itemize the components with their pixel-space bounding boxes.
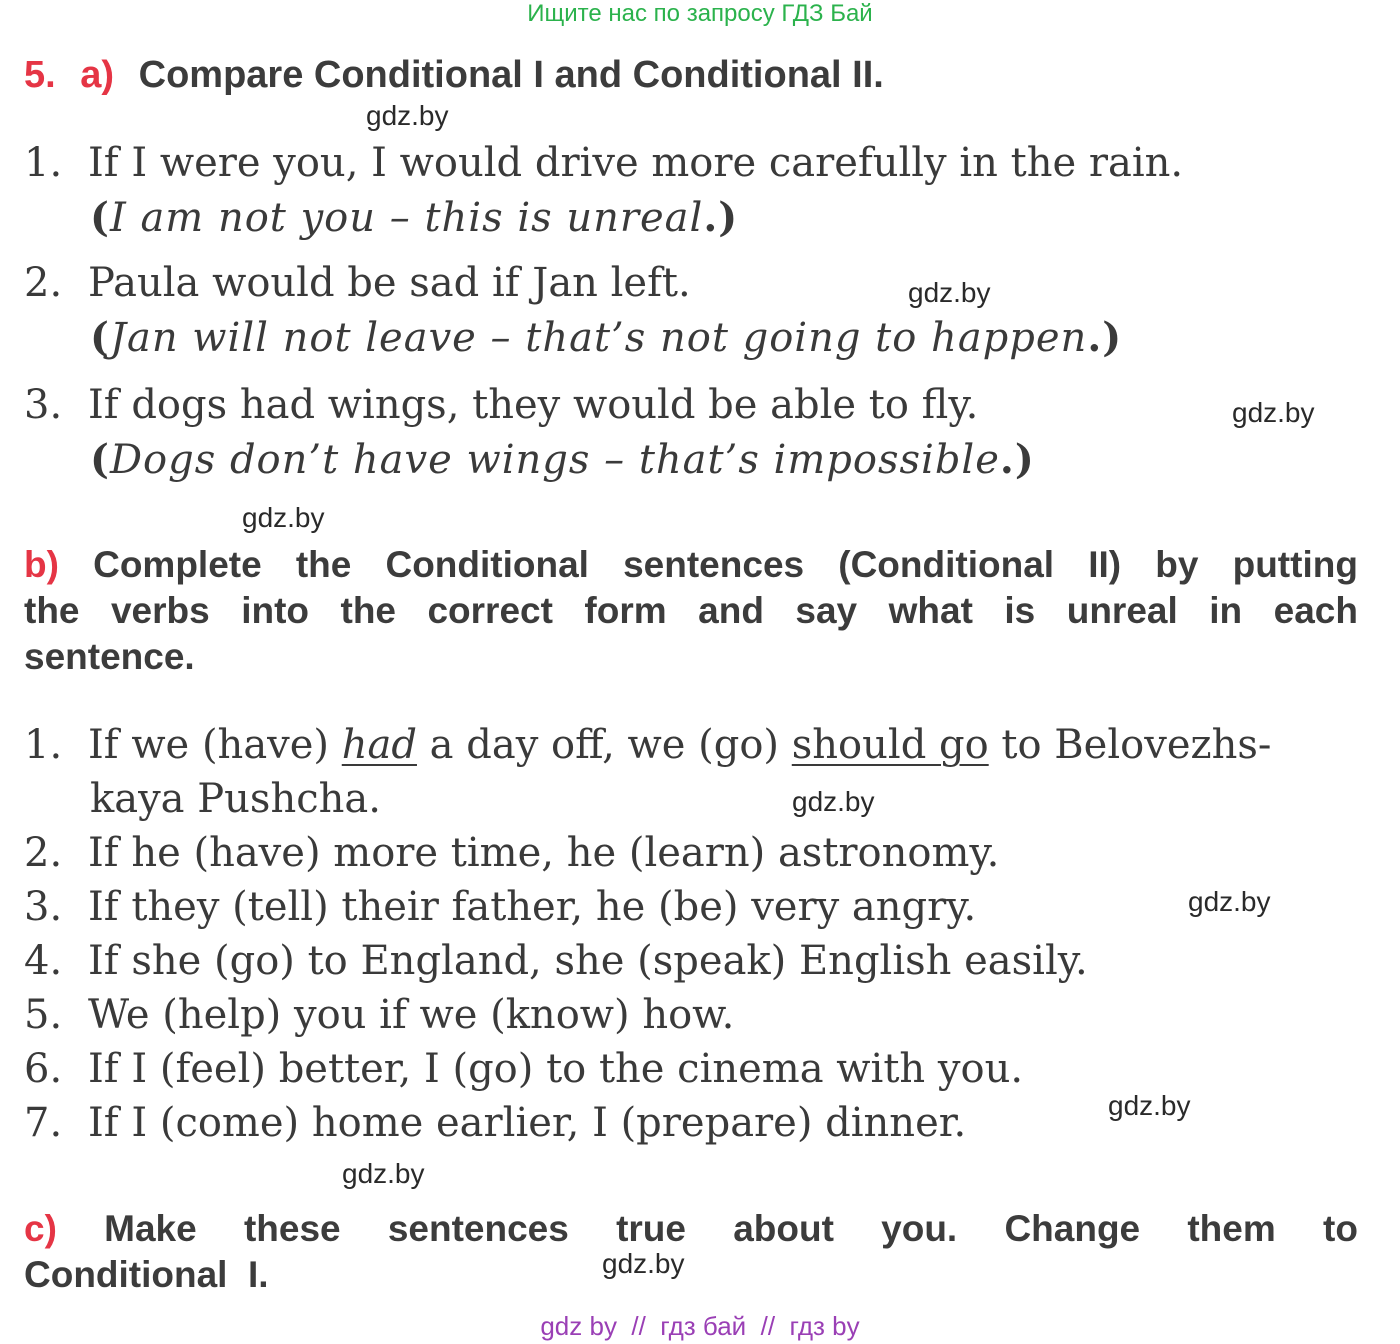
word: verbs [110,590,210,631]
word: correct [427,590,553,631]
word: form [584,590,667,631]
b-item-4 [24,938,1088,984]
b-item-7 [24,1100,966,1146]
item-text: If dogs had wings, they would be able to fly. [88,382,979,428]
answer-had: had [341,722,417,768]
item-number: 2. [24,830,63,876]
item-text: If I (feel) better, I (go) to the cinema with you. [88,1046,1024,1092]
b-line-3: sentence. [24,636,195,677]
word: Conditional [385,544,589,585]
note-text: I am not you – this is unreal [109,195,704,241]
word: the [24,590,80,631]
item-number: 4. [24,938,63,984]
watermark: gdz.by [1188,886,1271,917]
word: unreal [1066,590,1178,631]
word: (Conditional [838,544,1055,585]
item-text: If he (have) more time, he (learn) astronomy. [88,830,1000,876]
word: and [698,590,764,631]
item-number: 6. [24,1046,63,1092]
word: each [1273,590,1358,631]
search-banner: Ищите нас по запросу ГДЗ Бай [527,0,873,27]
item-number: 2. [24,260,63,306]
word: by [1155,544,1199,585]
watermark: gdz.by [242,502,325,533]
word: into [241,590,310,631]
a-item-2-note: (Jan will not leave – that’s not going to happen.) [90,314,1123,361]
b-line-1 [24,542,1358,588]
item-text: If they (tell) their father, he (be) very angry. [88,884,977,930]
b-item-1 [24,722,1358,768]
word: Change [1004,1208,1141,1249]
b-line-2 [24,588,1358,634]
b-item-1-continuation: kaya Pushcha. [90,776,381,822]
task-a-letter: a) [80,54,115,96]
b-item-2 [24,830,999,876]
task-c-letter: c) [24,1208,57,1249]
watermark: gdz.by [602,1248,685,1279]
word: in [1209,590,1243,631]
word: the [340,590,396,631]
answer-should-go: should go [791,722,989,768]
item-number: 3. [24,884,63,930]
watermark: gdz.by [1108,1090,1191,1121]
word: true [616,1208,686,1249]
watermark: gdz.by [1232,397,1315,428]
c-line-2: Conditional I. [24,1254,269,1295]
word: Make [104,1208,197,1249]
word: sentences [387,1208,569,1249]
item-number: 1. [24,722,63,768]
b-item-5 [24,992,734,1038]
word: sentences [623,544,805,585]
b-item-6 [24,1046,1023,1092]
watermark: gdz.by [792,786,875,817]
item-number: 7. [24,1100,63,1146]
a-item-3-note: (Dogs don’t have wings – that’s impossible.) [90,436,1035,483]
c-line-1 [24,1206,1358,1252]
word: Complete [93,544,262,585]
watermark: gdz.by [908,277,991,308]
task-a-title: Compare Conditional I and Conditional II. [138,54,884,96]
word: these [243,1208,341,1249]
task-number: 5. [24,54,56,96]
item-number: 5. [24,992,63,1038]
word: say [795,590,858,631]
item-text-before: If we (have) [88,722,342,768]
item-text-middle: a day off, we (go) [416,722,792,768]
word: the [295,544,352,585]
task-b-letter: b) [24,544,59,585]
b-item-3 [24,884,976,930]
word: them [1187,1208,1276,1249]
footer-links: gdz by // гдз бай // гдз by [540,1311,860,1341]
item-text: If she (go) to England, she (speak) English easily. [88,938,1088,984]
item-number: 1. [24,140,63,186]
word: about [733,1208,834,1249]
watermark: gdz.by [342,1158,425,1189]
item-text-after: to Belovezhs- [988,722,1272,768]
note-text: Jan will not leave – that’s not going to happen [109,315,1088,361]
item-number: 3. [24,382,63,428]
a-item-1-note: (I am not you – this is unreal.) [90,194,739,241]
a-item-2 [24,260,691,306]
word: to [1323,1208,1358,1249]
item-text: If I (come) home earlier, I (prepare) dinner. [88,1100,967,1146]
note-text: Dogs don’t have wings – that’s impossible [109,437,1000,483]
watermark: gdz.by [366,100,449,131]
word: you. [881,1208,958,1249]
item-text: If I were you, I would drive more carefully in the rain. [88,140,1184,186]
a-item-3 [24,382,978,428]
word: is [1004,590,1036,631]
task-b-instructions [24,542,1358,680]
item-text: We (help) you if we (know) how. [88,992,735,1038]
item-text: Paula would be sad if Jan left. [88,260,691,306]
task-a-heading [24,54,884,97]
task-c-instructions [24,1206,1358,1298]
a-item-1 [24,140,1183,186]
word: putting [1232,544,1358,585]
word: what [888,590,973,631]
word: II) [1088,544,1122,585]
